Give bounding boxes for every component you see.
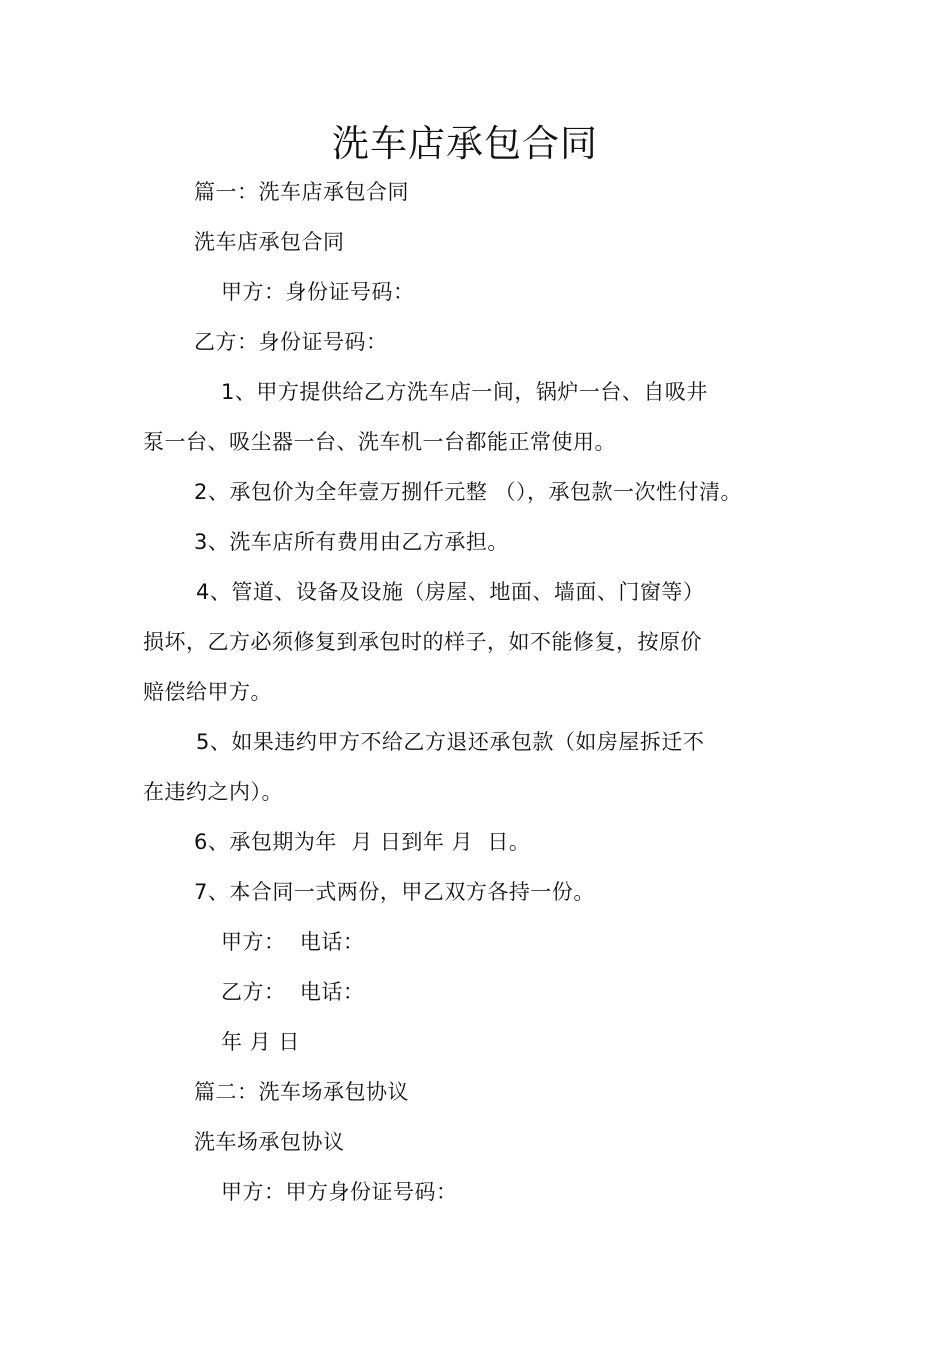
- clause-2: 2、承包价为全年壹万捌仟元整 （），承包款一次性付清。: [194, 480, 743, 504]
- clause-6: 6、承包期为年 月 日到年 月 日。: [194, 830, 531, 854]
- section-heading-1: 篇一：洗车店承包合同: [194, 180, 409, 204]
- party-a-phone-line: 甲方： 电话：: [221, 930, 365, 954]
- party-a-id-line: 甲方：身份证号码：: [221, 280, 415, 304]
- clause-5-line-2: 在违约之内）。: [143, 780, 283, 804]
- clause-4-line-1: 4、管道、设备及设施（房屋、地面、墙面、门窗等）: [196, 580, 705, 604]
- party-b-id-line: 乙方：身份证号码：: [194, 330, 388, 354]
- section-heading-2: 篇二：洗车场承包协议: [194, 1080, 409, 1104]
- contract-title-line: 洗车店承包合同: [194, 230, 345, 254]
- document-title: 洗车店承包合同: [332, 122, 598, 165]
- clause-4-line-2: 损坏，乙方必须修复到承包时的样子，如不能修复，按原价: [143, 630, 702, 654]
- party-b-phone-line: 乙方： 电话：: [221, 980, 365, 1004]
- clause-7: 7、本合同一式两份，甲乙双方各持一份。: [194, 880, 595, 904]
- clause-3: 3、洗车店所有费用由乙方承担。: [194, 530, 509, 554]
- date-line: 年 月 日: [221, 1030, 300, 1054]
- clause-1-line-1: 1、甲方提供给乙方洗车店一间，锅炉一台、自吸井: [221, 380, 708, 404]
- party-a-id-line-2: 甲方：甲方身份证号码：: [221, 1180, 458, 1204]
- clause-1-line-2: 泵一台、吸尘器一台、洗车机一台都能正常使用。: [143, 430, 616, 454]
- agreement-title-line: 洗车场承包协议: [194, 1130, 345, 1154]
- clause-5-line-1: 5、如果违约甲方不给乙方退还承包款（如房屋拆迁不: [196, 730, 705, 754]
- clause-4-line-3: 赔偿给甲方。: [143, 680, 272, 704]
